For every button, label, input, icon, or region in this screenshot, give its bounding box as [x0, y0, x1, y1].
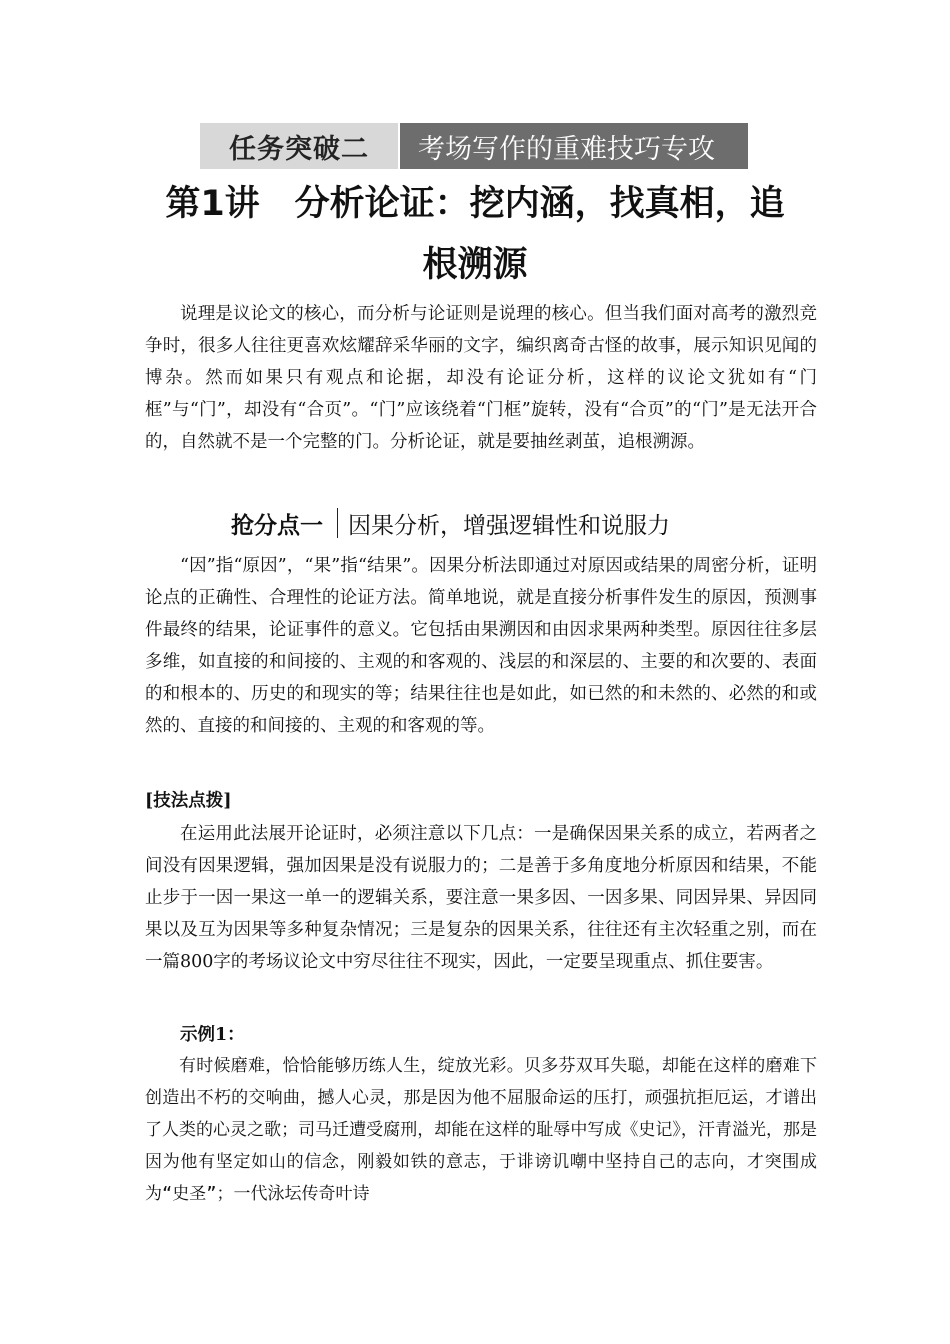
section-label: 抢分点一 [231, 512, 323, 539]
task-banner [200, 123, 748, 169]
banner-task-label: 任务突破二 [200, 123, 398, 169]
section-divider [337, 508, 338, 538]
section-heading [231, 505, 670, 541]
intro-paragraph: 说理是议论文的核心，而分析与论证则是说理的核心。但当我们面对高考的激烈竞争时，很多人往往更喜欢炫耀辞采华丽的文字，编织离奇古怪的故事，展示知识见闻的博杂。然而如果只有观点和论据，却没有论证分析，这样的议论文犹如有“门框”与“门”，却没有“合页”。“门”应该绕着“门框”旋转，没有“合页”的“门”是无法开合的，自然就不是一个完整的门。分析论证，就是要抽丝剥茧，追根溯源。 [145, 304, 817, 452]
example-paragraph: 有时候磨难，恰恰能够历练人生，绽放光彩。贝多芬双耳失聪，却能在这样的磨难下创造出不朽的交响曲，撼人心灵，那是因为他不屈服命运的压打，顽强抗拒厄运，才谱出了人类的心灵之歌；司马迁遭受腐刑，却能在这样的耻辱中写成《史记》，汗青溢光，那是因为他有坚定如山的信念，刚毅如铁的意志，于诽谤讥嘲中坚持自己的志向，才突围成为“史圣”；一代泳坛传奇叶诗 [145, 1056, 817, 1204]
tips-paragraph: 在运用此法展开论证时，必须注意以下几点：一是确保因果关系的成立，若两者之间没有因果逻辑，强加因果是没有说服力的；二是善于多角度地分析原因和结果，不能止步于一因一果这一单一的逻辑关系，要注意一果多因、一因多果、同因异果、异因同果以及互为因果等多种复杂情况；三是复杂的因果关系，往往还有主次轻重之别，而在一篇800字的考场议论文中穷尽往往不现实，因此，一定要呈现重点、抓住要害。 [145, 824, 817, 972]
example-label: 示例1： [180, 1025, 245, 1045]
lesson-title-line1: 第1讲 分析论证：挖内涵，找真相，追 [165, 184, 785, 224]
definition-paragraph: “因”指“原因”，“果”指“结果”。因果分析法即通过对原因或结果的周密分析，证明论点的正确性、合理性的论证方法。简单地说，就是直接分析事件发生的原因，预测事件最终的结果，论证事件的意义。它包括由果溯因和由因求果两种类型。原因往往多层多维，如直接的和间接的、主观的和客观的、浅层的和深层的、主要的和次要的、表面的和根本的、历史的和现实的等；结果往往也是如此，如已然的和未然的、必然的和或然的、直接的和间接的、主观的和客观的等。 [145, 556, 817, 736]
section-title: 因果分析，增强逻辑性和说服力 [348, 512, 670, 539]
banner-topic-label: 考场写作的重难技巧专攻 [400, 123, 748, 169]
tips-tag: [技法点拨] [145, 791, 232, 811]
lesson-title-line2: 根溯源 [422, 245, 528, 285]
